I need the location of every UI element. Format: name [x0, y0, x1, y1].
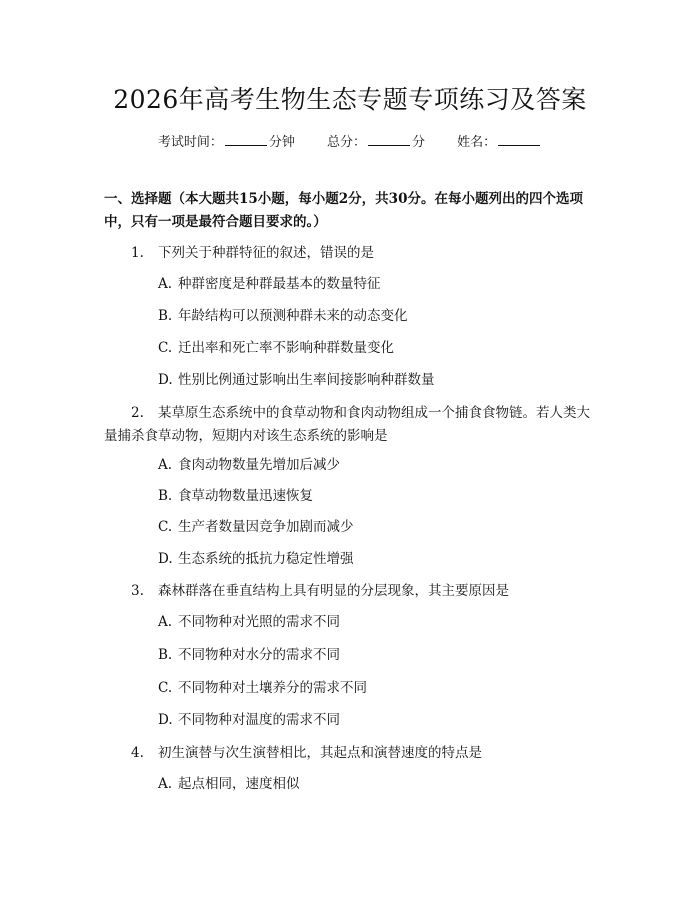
option-1b — [158, 306, 598, 326]
question-number: 2. — [131, 405, 144, 421]
option-4a — [158, 774, 598, 794]
question-text: 某草原生态系统中的食草动物和食肉动物组成一个捕食食物链。若人类大量捕杀食草动物，短期内对该生态系统的影响是 — [104, 405, 590, 444]
option-label: C. — [158, 680, 173, 696]
total-score-blank — [368, 132, 410, 146]
option-2c — [158, 517, 598, 537]
option-3b — [158, 645, 598, 665]
option-text: 不同物种对温度的需求不同 — [178, 712, 340, 728]
option-2b — [158, 486, 598, 506]
name-label: 姓名： — [457, 135, 497, 150]
exam-time-field — [158, 132, 295, 152]
option-label: C. — [158, 519, 173, 535]
option-3a — [158, 612, 598, 632]
question-text: 森林群落在垂直结构上具有明显的分层现象，其主要原因是 — [158, 583, 509, 599]
total-score-unit: 分 — [412, 135, 426, 150]
option-text: 年龄结构可以预测种群未来的动态变化 — [178, 308, 408, 324]
option-text: 性别比例通过影响出生率间接影响种群数量 — [178, 372, 435, 388]
question-4 — [104, 742, 602, 765]
option-3d — [158, 710, 598, 730]
document-title: 2026年高考生物生态专题专项练习及答案 — [113, 85, 587, 114]
question-text: 下列关于种群特征的叙述，错误的是 — [158, 245, 374, 261]
option-text: 生态系统的抵抗力稳定性增强 — [178, 551, 354, 567]
option-1c — [158, 338, 598, 358]
section-heading: 一、选择题（本大题共15小题，每小题2分，共30分。在每小题列出的四个选项中，只有一项是最符合题目要求的。） — [104, 191, 583, 230]
option-label: A. — [158, 457, 173, 473]
question-3 — [104, 580, 602, 603]
option-text: 种群密度是种群最基本的数量特征 — [178, 276, 381, 292]
option-label: A. — [158, 276, 173, 292]
total-score-label: 总分： — [326, 135, 366, 150]
option-label: A. — [158, 614, 173, 630]
exam-time-label: 考试时间： — [157, 135, 223, 150]
option-1d — [158, 370, 598, 390]
option-label: B. — [158, 647, 173, 663]
name-field — [457, 132, 542, 152]
question-1 — [104, 242, 602, 265]
option-label: B. — [158, 488, 173, 504]
exam-info-line — [0, 132, 700, 152]
option-text: 不同物种对土壤养分的需求不同 — [178, 680, 367, 696]
option-text: 不同物种对水分的需求不同 — [178, 647, 340, 663]
question-text: 初生演替与次生演替相比，其起点和演替速度的特点是 — [158, 745, 482, 761]
option-label: C. — [158, 340, 173, 356]
option-text: 不同物种对光照的需求不同 — [178, 614, 340, 630]
option-text: 生产者数量因竞争加剧而减少 — [178, 519, 354, 535]
option-text: 迁出率和死亡率不影响种群数量变化 — [178, 340, 394, 356]
question-number: 1. — [131, 245, 144, 261]
option-2d — [158, 549, 598, 569]
question-number: 3. — [131, 583, 144, 599]
exam-time-blank — [225, 132, 267, 146]
option-text: 食肉动物数量先增加后减少 — [178, 457, 340, 473]
option-1a — [158, 274, 598, 294]
exam-time-unit: 分钟 — [268, 135, 295, 150]
question-number: 4. — [131, 745, 144, 761]
option-text: 食草动物数量迅速恢复 — [178, 488, 313, 504]
option-label: B. — [158, 308, 173, 324]
question-2 — [104, 402, 602, 448]
option-2a — [158, 455, 598, 475]
option-label: D. — [158, 372, 173, 388]
option-3c — [158, 678, 598, 698]
option-text: 起点相同，速度相似 — [178, 776, 300, 792]
option-label: A. — [158, 776, 173, 792]
total-score-field — [327, 132, 425, 152]
name-blank — [498, 132, 540, 146]
option-label: D. — [158, 712, 173, 728]
option-label: D. — [158, 551, 173, 567]
